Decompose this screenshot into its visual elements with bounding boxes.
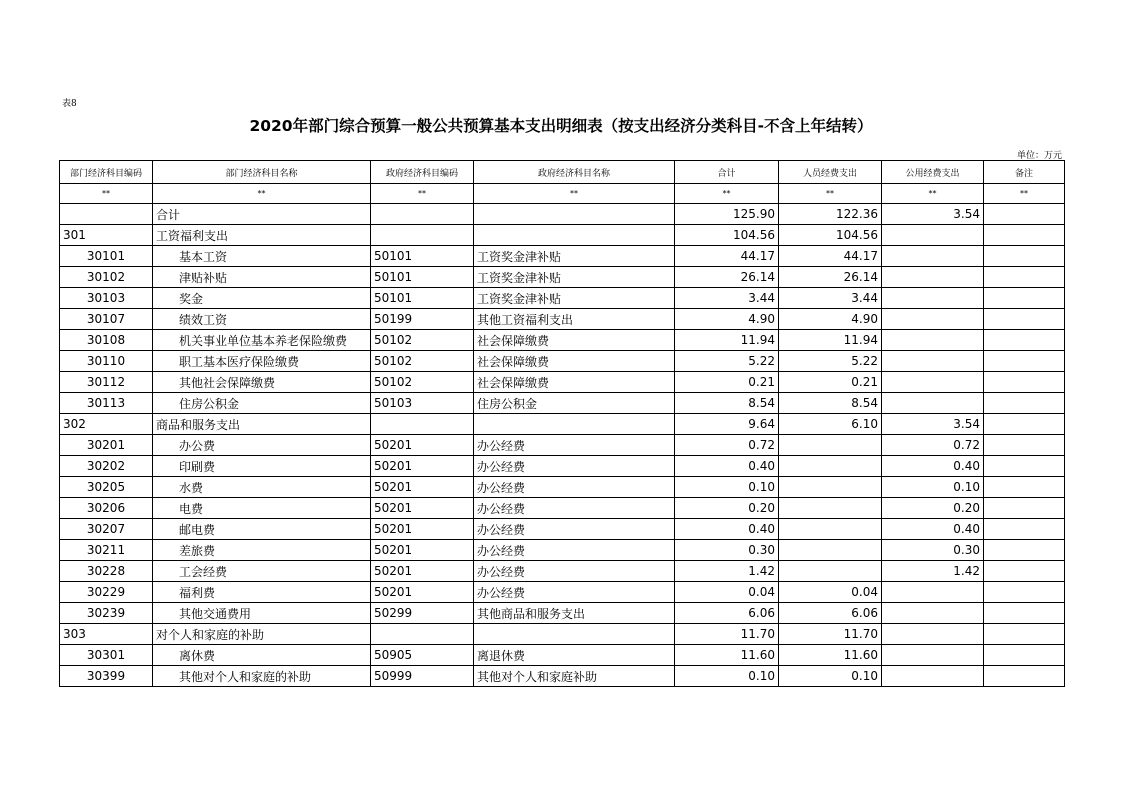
note-cell — [984, 603, 1065, 624]
dept-code-cell: 30101 — [60, 246, 153, 267]
public-cell — [882, 309, 984, 330]
dept-name-cell: 其他交通费用 — [153, 603, 371, 624]
gov-name-cell: 其他对个人和家庭补助 — [474, 666, 675, 687]
gov-name-cell: 办公经费 — [474, 519, 675, 540]
dept-name-cell: 机关事业单位基本养老保险缴费 — [153, 330, 371, 351]
table-row — [60, 330, 1065, 351]
personnel-cell: 11.70 — [779, 624, 882, 645]
public-cell — [882, 393, 984, 414]
personnel-cell: 5.22 — [779, 351, 882, 372]
total-cell: 3.44 — [675, 288, 779, 309]
table-row — [60, 351, 1065, 372]
gov-name-cell: 工资奖金津补贴 — [474, 288, 675, 309]
personnel-cell — [779, 540, 882, 561]
header-public: 公用经费支出 — [882, 161, 984, 184]
table-row — [60, 414, 1065, 435]
star-cell: ** — [153, 184, 371, 204]
public-cell — [882, 582, 984, 603]
gov-name-cell: 社会保障缴费 — [474, 372, 675, 393]
dept-code-cell: 30102 — [60, 267, 153, 288]
total-cell: 8.54 — [675, 393, 779, 414]
total-cell: 11.60 — [675, 645, 779, 666]
dept-code-cell: 30112 — [60, 372, 153, 393]
gov-name-cell: 工资奖金津补贴 — [474, 267, 675, 288]
gov-name-cell: 办公经费 — [474, 435, 675, 456]
note-cell — [984, 435, 1065, 456]
table-row — [60, 624, 1065, 645]
public-cell — [882, 372, 984, 393]
total-cell: 125.90 — [675, 204, 779, 225]
total-cell: 0.10 — [675, 477, 779, 498]
note-cell — [984, 309, 1065, 330]
dept-name-cell: 印刷费 — [153, 456, 371, 477]
public-cell — [882, 267, 984, 288]
note-cell — [984, 456, 1065, 477]
total-cell: 5.22 — [675, 351, 779, 372]
dept-code-cell: 30399 — [60, 666, 153, 687]
dept-name-cell: 奖金 — [153, 288, 371, 309]
personnel-cell: 0.10 — [779, 666, 882, 687]
public-cell: 0.72 — [882, 435, 984, 456]
dept-code-cell: 30205 — [60, 477, 153, 498]
gov-code-cell — [371, 204, 474, 225]
total-cell: 26.14 — [675, 267, 779, 288]
star-cell: ** — [779, 184, 882, 204]
dept-code-cell: 30206 — [60, 498, 153, 519]
gov-name-cell: 离退休费 — [474, 645, 675, 666]
public-cell — [882, 246, 984, 267]
note-cell — [984, 561, 1065, 582]
personnel-cell — [779, 519, 882, 540]
dept-code-cell: 30202 — [60, 456, 153, 477]
note-cell — [984, 351, 1065, 372]
gov-code-cell: 50101 — [371, 246, 474, 267]
personnel-cell: 11.94 — [779, 330, 882, 351]
dept-code-cell: 30228 — [60, 561, 153, 582]
personnel-cell: 11.60 — [779, 645, 882, 666]
table-row — [60, 603, 1065, 624]
star-row — [60, 184, 1065, 204]
public-cell: 0.20 — [882, 498, 984, 519]
note-cell — [984, 372, 1065, 393]
dept-name-cell: 办公费 — [153, 435, 371, 456]
dept-code-cell: 30211 — [60, 540, 153, 561]
header-personnel: 人员经费支出 — [779, 161, 882, 184]
budget-table — [59, 160, 1065, 687]
dept-name-cell: 工资福利支出 — [153, 225, 371, 246]
gov-name-cell: 办公经费 — [474, 582, 675, 603]
note-cell — [984, 204, 1065, 225]
dept-code-cell — [60, 204, 153, 225]
personnel-cell: 26.14 — [779, 267, 882, 288]
gov-name-cell: 办公经费 — [474, 456, 675, 477]
dept-code-cell: 30239 — [60, 603, 153, 624]
table-row — [60, 372, 1065, 393]
dept-name-cell: 福利费 — [153, 582, 371, 603]
personnel-cell: 3.44 — [779, 288, 882, 309]
total-cell: 0.21 — [675, 372, 779, 393]
personnel-cell — [779, 498, 882, 519]
note-cell — [984, 624, 1065, 645]
gov-name-cell — [474, 204, 675, 225]
dept-name-cell: 邮电费 — [153, 519, 371, 540]
personnel-cell — [779, 456, 882, 477]
total-cell: 11.70 — [675, 624, 779, 645]
personnel-cell: 104.56 — [779, 225, 882, 246]
dept-code-cell: 302 — [60, 414, 153, 435]
note-cell — [984, 582, 1065, 603]
note-cell — [984, 288, 1065, 309]
total-cell: 0.72 — [675, 435, 779, 456]
note-cell — [984, 225, 1065, 246]
note-cell — [984, 645, 1065, 666]
note-cell — [984, 267, 1065, 288]
public-cell — [882, 666, 984, 687]
dept-name-cell: 其他社会保障缴费 — [153, 372, 371, 393]
gov-code-cell: 50201 — [371, 456, 474, 477]
public-cell: 3.54 — [882, 414, 984, 435]
gov-code-cell — [371, 414, 474, 435]
total-cell: 6.06 — [675, 603, 779, 624]
gov-name-cell: 工资奖金津补贴 — [474, 246, 675, 267]
total-cell: 0.40 — [675, 456, 779, 477]
dept-name-cell: 其他对个人和家庭的补助 — [153, 666, 371, 687]
gov-code-cell — [371, 225, 474, 246]
gov-name-cell: 住房公积金 — [474, 393, 675, 414]
dept-code-cell: 30107 — [60, 309, 153, 330]
dept-code-cell: 30301 — [60, 645, 153, 666]
dept-name-cell: 基本工资 — [153, 246, 371, 267]
public-cell: 3.54 — [882, 204, 984, 225]
gov-code-cell: 50201 — [371, 435, 474, 456]
gov-name-cell — [474, 624, 675, 645]
public-cell: 0.10 — [882, 477, 984, 498]
dept-code-cell: 30108 — [60, 330, 153, 351]
dept-code-cell: 301 — [60, 225, 153, 246]
note-cell — [984, 477, 1065, 498]
table-row — [60, 456, 1065, 477]
table-row — [60, 561, 1065, 582]
header-note: 备注 — [984, 161, 1065, 184]
table-row — [60, 393, 1065, 414]
gov-name-cell: 办公经费 — [474, 540, 675, 561]
dept-name-cell: 职工基本医疗保险缴费 — [153, 351, 371, 372]
total-cell: 0.20 — [675, 498, 779, 519]
table-row — [60, 225, 1065, 246]
note-cell — [984, 246, 1065, 267]
gov-code-cell: 50201 — [371, 498, 474, 519]
public-cell: 0.30 — [882, 540, 984, 561]
note-cell — [984, 498, 1065, 519]
table-row — [60, 645, 1065, 666]
gov-code-cell: 50102 — [371, 372, 474, 393]
table-row — [60, 309, 1065, 330]
gov-code-cell: 50102 — [371, 351, 474, 372]
star-cell: ** — [882, 184, 984, 204]
gov-code-cell: 50201 — [371, 477, 474, 498]
total-cell: 0.04 — [675, 582, 779, 603]
table-row — [60, 246, 1065, 267]
dept-code-cell: 303 — [60, 624, 153, 645]
note-cell — [984, 540, 1065, 561]
total-cell: 9.64 — [675, 414, 779, 435]
gov-code-cell: 50101 — [371, 288, 474, 309]
dept-name-cell: 住房公积金 — [153, 393, 371, 414]
note-cell — [984, 666, 1065, 687]
gov-code-cell: 50999 — [371, 666, 474, 687]
dept-code-cell: 30113 — [60, 393, 153, 414]
dept-code-cell: 30201 — [60, 435, 153, 456]
dept-code-cell: 30229 — [60, 582, 153, 603]
gov-name-cell: 社会保障缴费 — [474, 351, 675, 372]
note-cell — [984, 414, 1065, 435]
gov-code-cell: 50103 — [371, 393, 474, 414]
note-cell — [984, 519, 1065, 540]
gov-name-cell: 其他工资福利支出 — [474, 309, 675, 330]
dept-name-cell: 水费 — [153, 477, 371, 498]
table-row — [60, 666, 1065, 687]
dept-name-cell: 工会经费 — [153, 561, 371, 582]
gov-code-cell: 50201 — [371, 582, 474, 603]
personnel-cell: 8.54 — [779, 393, 882, 414]
total-cell: 1.42 — [675, 561, 779, 582]
dept-name-cell: 离休费 — [153, 645, 371, 666]
gov-name-cell — [474, 225, 675, 246]
total-cell: 0.40 — [675, 519, 779, 540]
personnel-cell — [779, 561, 882, 582]
gov-name-cell: 其他商品和服务支出 — [474, 603, 675, 624]
table-row — [60, 267, 1065, 288]
gov-code-cell: 50201 — [371, 540, 474, 561]
gov-name-cell: 社会保障缴费 — [474, 330, 675, 351]
public-cell: 0.40 — [882, 456, 984, 477]
star-cell: ** — [371, 184, 474, 204]
page-title: 2020年部门综合预算一般公共预算基本支出明细表（按支出经济分类科目-不含上年结转） — [249, 117, 873, 135]
public-cell: 0.40 — [882, 519, 984, 540]
gov-code-cell: 50101 — [371, 267, 474, 288]
personnel-cell: 6.10 — [779, 414, 882, 435]
public-cell — [882, 330, 984, 351]
gov-name-cell — [474, 414, 675, 435]
public-cell — [882, 288, 984, 309]
public-cell — [882, 624, 984, 645]
personnel-cell: 0.04 — [779, 582, 882, 603]
table-row — [60, 540, 1065, 561]
table-row — [60, 204, 1065, 225]
personnel-cell: 122.36 — [779, 204, 882, 225]
dept-name-cell: 绩效工资 — [153, 309, 371, 330]
star-cell: ** — [474, 184, 675, 204]
personnel-cell: 44.17 — [779, 246, 882, 267]
personnel-cell: 6.06 — [779, 603, 882, 624]
total-cell: 0.10 — [675, 666, 779, 687]
table-row — [60, 477, 1065, 498]
total-cell: 11.94 — [675, 330, 779, 351]
table-row — [60, 498, 1065, 519]
dept-name-cell: 电费 — [153, 498, 371, 519]
personnel-cell — [779, 435, 882, 456]
gov-name-cell: 办公经费 — [474, 498, 675, 519]
table-row — [60, 582, 1065, 603]
dept-code-cell: 30110 — [60, 351, 153, 372]
table-row — [60, 288, 1065, 309]
dept-name-cell: 合计 — [153, 204, 371, 225]
dept-name-cell: 商品和服务支出 — [153, 414, 371, 435]
total-cell: 44.17 — [675, 246, 779, 267]
gov-code-cell: 50199 — [371, 309, 474, 330]
header-total: 合计 — [675, 161, 779, 184]
gov-code-cell: 50201 — [371, 519, 474, 540]
star-cell: ** — [60, 184, 153, 204]
public-cell — [882, 645, 984, 666]
dept-name-cell: 差旅费 — [153, 540, 371, 561]
gov-name-cell: 办公经费 — [474, 477, 675, 498]
total-cell: 4.90 — [675, 309, 779, 330]
personnel-cell: 0.21 — [779, 372, 882, 393]
gov-code-cell: 50299 — [371, 603, 474, 624]
dept-code-cell: 30207 — [60, 519, 153, 540]
table-row — [60, 519, 1065, 540]
header-row — [60, 161, 1065, 184]
public-cell — [882, 225, 984, 246]
star-cell: ** — [675, 184, 779, 204]
note-cell — [984, 330, 1065, 351]
table-row — [60, 435, 1065, 456]
gov-name-cell: 办公经费 — [474, 561, 675, 582]
note-cell — [984, 393, 1065, 414]
personnel-cell — [779, 477, 882, 498]
public-cell: 1.42 — [882, 561, 984, 582]
total-cell: 104.56 — [675, 225, 779, 246]
personnel-cell: 4.90 — [779, 309, 882, 330]
sheet-label: 表8 — [62, 99, 77, 109]
dept-name-cell: 津贴补贴 — [153, 267, 371, 288]
gov-code-cell: 50102 — [371, 330, 474, 351]
header-dept-name: 部门经济科目名称 — [153, 161, 371, 184]
star-cell: ** — [984, 184, 1065, 204]
gov-code-cell — [371, 624, 474, 645]
header-dept-code: 部门经济科目编码 — [60, 161, 153, 184]
header-gov-name: 政府经济科目名称 — [474, 161, 675, 184]
gov-code-cell: 50905 — [371, 645, 474, 666]
total-cell: 0.30 — [675, 540, 779, 561]
unit-label: 单位：万元 — [1016, 151, 1062, 161]
public-cell — [882, 351, 984, 372]
dept-name-cell: 对个人和家庭的补助 — [153, 624, 371, 645]
header-gov-code: 政府经济科目编码 — [371, 161, 474, 184]
dept-code-cell: 30103 — [60, 288, 153, 309]
public-cell — [882, 603, 984, 624]
gov-code-cell: 50201 — [371, 561, 474, 582]
